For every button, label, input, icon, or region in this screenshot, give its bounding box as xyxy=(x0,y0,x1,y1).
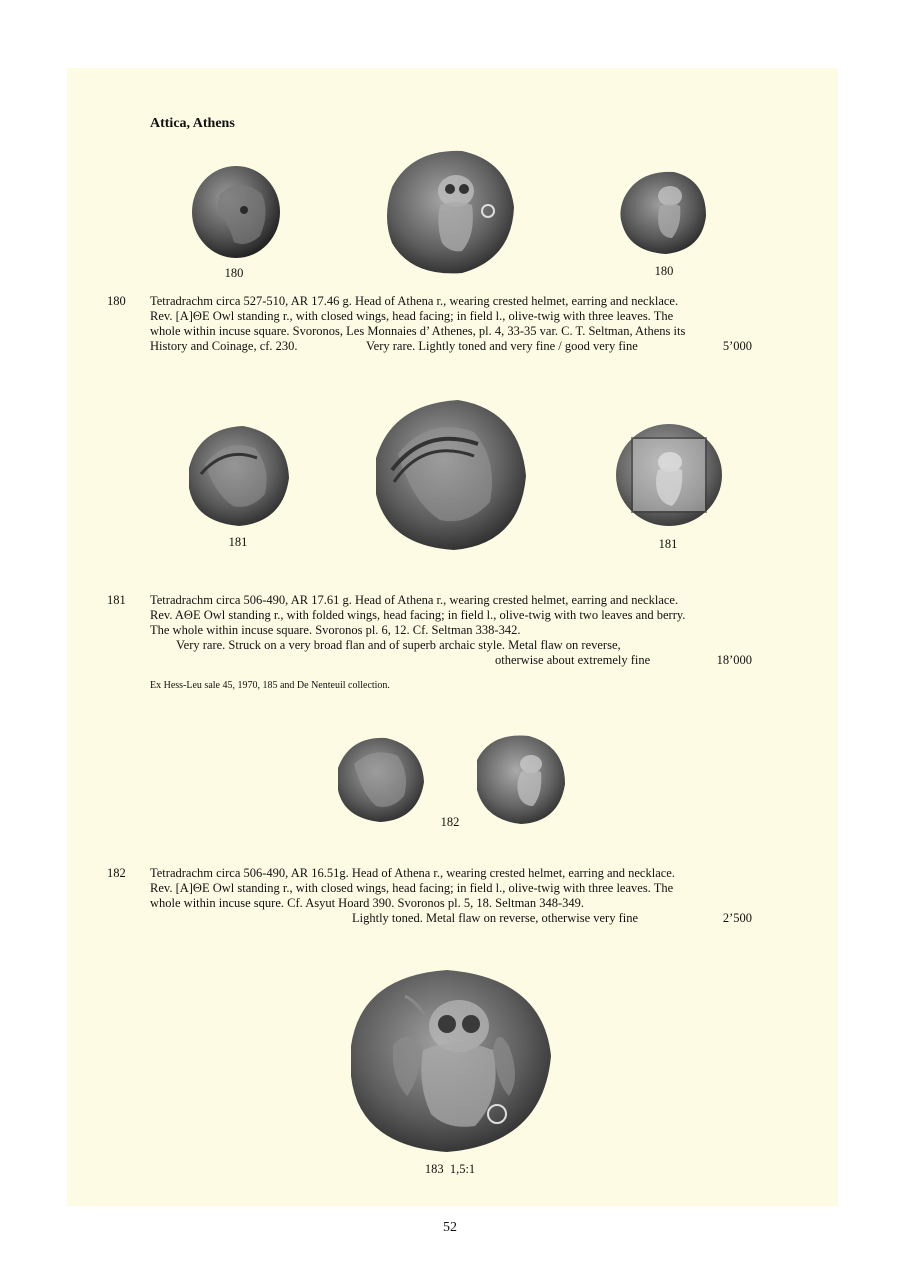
lot-description-line: Tetradrachm circa 527-510, AR 17.46 g. Head of Athena r., wearing crested helmet, earring and necklace. xyxy=(150,294,679,308)
lot-description xyxy=(150,593,752,668)
lot-grade: otherwise about extremely fine xyxy=(495,653,651,667)
coin-181-obverse-image xyxy=(185,424,291,528)
coin-caption: 180 xyxy=(224,266,244,280)
lot-estimate: 2’500 xyxy=(722,911,752,925)
lot-grade: Very rare. Lightly toned and very fine / good very fine xyxy=(366,339,638,353)
lot-estimate: 5’000 xyxy=(722,339,752,353)
coin-183-reverse-enlarged-image xyxy=(347,966,553,1154)
lot-estimate: 18’000 xyxy=(716,653,752,667)
lot-description-line: Tetradrachm circa 506-490, AR 17.61 g. Head of Athena r., wearing crested helmet, earring and necklace. xyxy=(150,593,679,607)
lot-number: 181 xyxy=(107,593,126,607)
lot-description-line: The whole within incuse square. Svoronos pl. 6, 12. Cf. Seltman 338-342. xyxy=(150,623,521,637)
coin-181-reverse-image xyxy=(614,422,724,528)
lot-reference: History and Coinage, cf. 230. xyxy=(150,339,298,353)
coin-caption: 180 xyxy=(654,264,674,278)
lot-description-line: whole within incuse squre. Cf. Asyut Hoard 390. Svoronos pl. 5, 18. Seltman 348-349. xyxy=(150,896,584,910)
coin-caption: 182 xyxy=(440,815,460,829)
lot-number: 182 xyxy=(107,866,126,880)
lot-number: 180 xyxy=(107,294,126,308)
lot-description-line: Tetradrachm circa 506-490, AR 16.51g. Head of Athena r., wearing crested helmet, earring and necklace. xyxy=(150,866,675,880)
lot-description xyxy=(150,866,752,926)
coin-180-reverse-image xyxy=(618,168,708,256)
lot-description-line: whole within incuse square. Svoronos, Les Monnaies d’ Athenes, pl. 4, 33-35 var. C. T. Seltman, Athens its xyxy=(150,324,686,338)
coin-180-reverse-large-image xyxy=(382,147,516,277)
coin-caption: 181 xyxy=(228,535,248,549)
lot-description-line: Rev. [A]ΘE Owl standing r., with closed wings, head facing; in field l., olive-twig with three leaves. The xyxy=(150,309,674,323)
coin-182-reverse-image xyxy=(473,730,567,826)
coin-caption: 181 xyxy=(658,537,678,551)
coin-caption: 183 1,5:1 xyxy=(424,1162,476,1176)
lot-description-line: Rev. AΘE Owl standing r., with folded wings, head facing; in field l., olive-twig with two leaves and berry. xyxy=(150,608,686,622)
lot-grade: Lightly toned. Metal flaw on reverse, otherwise very fine xyxy=(352,911,639,925)
coin-182-obverse-image xyxy=(334,734,426,824)
coin-181-obverse-large-image xyxy=(370,398,528,552)
lot-description xyxy=(150,294,752,354)
lot-provenance: Ex Hess-Leu sale 45, 1970, 185 and De Nenteuil collection. xyxy=(150,680,390,691)
section-heading: Attica, Athens xyxy=(150,116,235,131)
lot-grade: Very rare. Struck on a very broad flan and of superb archaic style. Metal flaw on reverse, xyxy=(176,638,621,652)
lot-description-line: Rev. [A]ΘE Owl standing r., with closed wings, head facing; in field l., olive-twig with three leaves. The xyxy=(150,881,674,895)
page-number: 52 xyxy=(443,1220,457,1235)
coin-180-obverse-image xyxy=(190,164,282,260)
